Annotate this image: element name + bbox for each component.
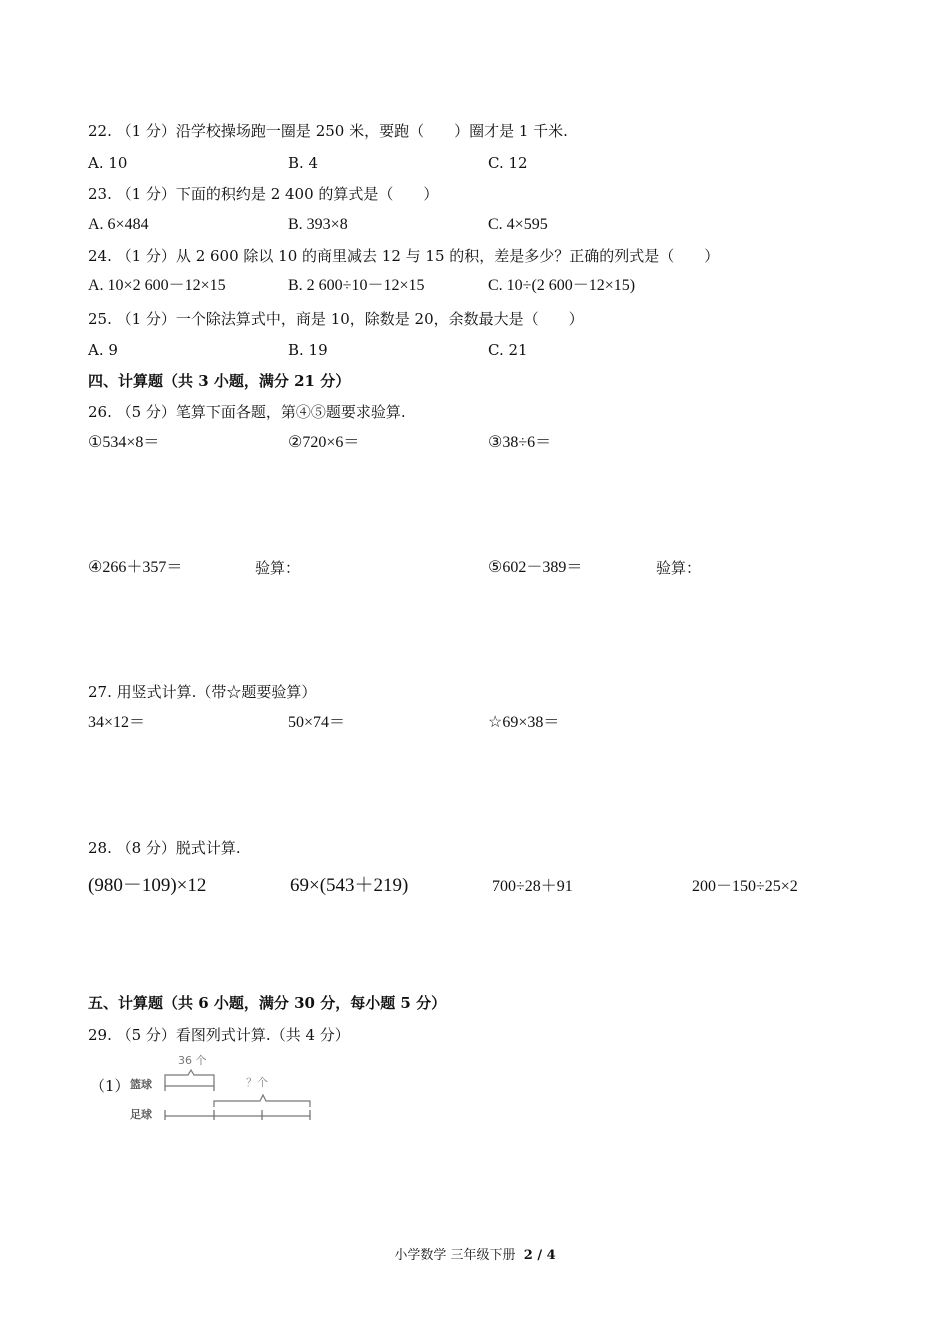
section-4-title: 四、计算题（共 3 小题，满分 21 分） — [88, 372, 351, 390]
q28-problem-1: (980－109)×12 — [88, 875, 207, 896]
q22-stem: 22. （1 分）沿学校操场跑一圈是 250 米，要跑（ ）圈才是 1 千米. — [88, 122, 568, 140]
q24-option-a: A. 10×2 600－12×15 — [88, 277, 226, 294]
q24-option-b: B. 2 600÷10－12×15 — [288, 277, 425, 294]
row2-label: 足球 — [130, 1108, 152, 1121]
page-footer — [0, 1246, 950, 1266]
q26-stem: 26. （5 分）笔算下面各题，第④⑤题要求验算. — [88, 403, 406, 421]
q28-stem: 28. （8 分）脱式计算. — [88, 839, 241, 857]
q26-problem-4: ④266＋357＝ — [88, 559, 183, 576]
q29-sub-1-label: （1） — [90, 1077, 130, 1095]
q26-problem-2: ②720×6＝ — [288, 434, 360, 451]
q26-problem-5: ⑤602－389＝ — [488, 559, 583, 576]
q25-stem: 25. （1 分）一个除法算式中，商是 10，除数是 20，余数最大是（ ） — [88, 310, 584, 328]
q25-option-b: B. 19 — [288, 341, 328, 359]
q28-problem-4: 200－150÷25×2 — [692, 878, 798, 895]
q28-problem-3: 700÷28＋91 — [492, 878, 573, 895]
q29-segment-diagram — [128, 1048, 318, 1126]
q27-stem: 27. 用竖式计算.（带☆题要验算） — [88, 683, 317, 701]
q22-option-c: C. 12 — [488, 154, 528, 172]
unknown-label: ？个 — [246, 1076, 268, 1089]
q24-stem: 24. （1 分）从 2 600 除以 10 的商里减去 12 与 15 的积，差是多少？正确的列式是（ ） — [88, 247, 720, 265]
q25-option-a: A. 9 — [88, 341, 118, 359]
q26-check-label-5: 验算： — [656, 559, 702, 577]
row1-label: 篮球 — [130, 1078, 152, 1091]
q26-check-label-4: 验算： — [255, 559, 301, 577]
footer-text: 小学数学 三年级下册 — [394, 1248, 516, 1263]
q25-option-c: C. 21 — [488, 341, 528, 359]
q22-option-a: A. 10 — [88, 154, 128, 172]
q27-problem-3: ☆69×38＝ — [488, 714, 560, 731]
bottom-brace — [214, 1095, 310, 1107]
section-5-title: 五、计算题（共 6 小题，满分 30 分，每小题 5 分） — [88, 994, 447, 1012]
q29-stem: 29. （5 分）看图列式计算.（共 4 分） — [88, 1026, 350, 1044]
top-value-label: 36 个 — [178, 1054, 207, 1067]
page-number: 2 / 4 — [523, 1248, 556, 1263]
q27-problem-2: 50×74＝ — [288, 714, 346, 731]
q26-problem-3: ③38÷6＝ — [488, 434, 552, 451]
q27-problem-1: 34×12＝ — [88, 714, 146, 731]
q22-option-b: B. 4 — [288, 154, 319, 172]
q26-problem-1: ①534×8＝ — [88, 434, 160, 451]
q23-stem: 23. （1 分）下面的积约是 2 400 的算式是（ ） — [88, 185, 439, 203]
q23-option-b: B. 393×8 — [288, 216, 348, 233]
q23-option-a: A. 6×484 — [88, 216, 149, 233]
q28-problem-2: 69×(543＋219) — [290, 875, 409, 896]
q23-option-c: C. 4×595 — [488, 216, 548, 233]
q24-option-c: C. 10÷(2 600－12×15) — [488, 277, 636, 294]
top-brace — [165, 1070, 214, 1081]
